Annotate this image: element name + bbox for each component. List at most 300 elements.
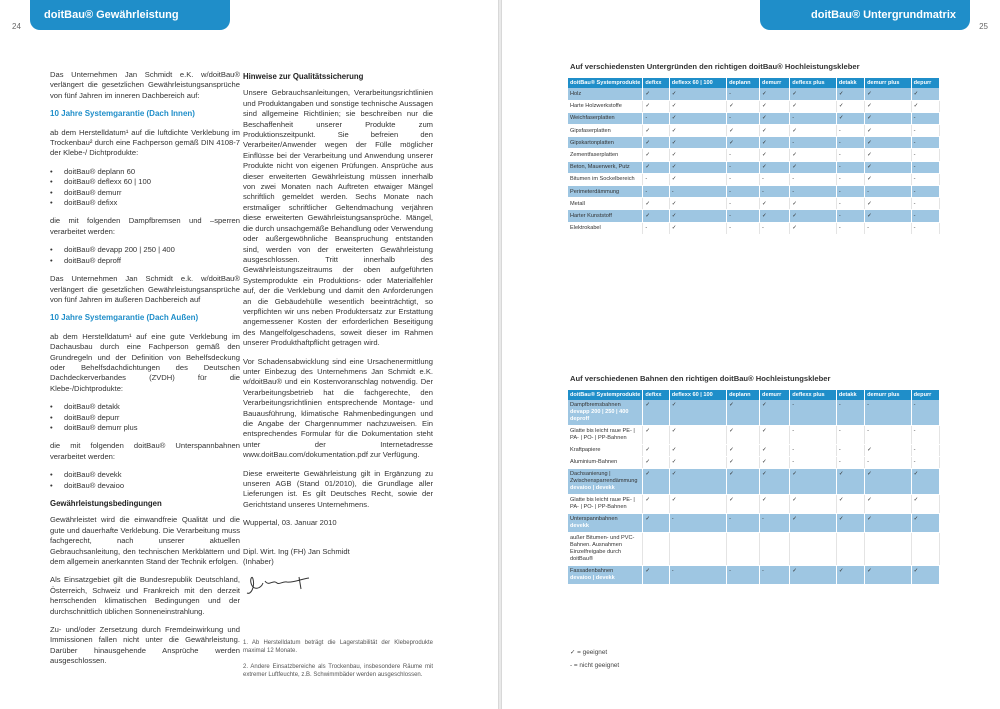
section-tab-gewaehrleistung: doitBau® Gewährleistung	[30, 0, 230, 30]
check-icon: ✓	[669, 222, 726, 234]
product-list-2	[50, 245, 240, 266]
column-header: depurr	[911, 390, 939, 400]
row-label-text: Elektrokabel	[570, 225, 601, 232]
column-header: depurr	[911, 78, 939, 88]
matrix-cell: -	[760, 186, 790, 198]
matrix-cell: -	[911, 137, 939, 149]
column-header: doitBau® Systemprodukte	[568, 78, 643, 88]
footnote-1: 1. Ab Herstelldatum beträgt die Lagerstabilität der Klebeprodukte maximal 12 Monate.	[243, 639, 433, 654]
check-icon: ✓	[643, 457, 669, 469]
matrix-cell: -	[911, 426, 939, 445]
table-row	[568, 112, 940, 124]
check-icon: ✓	[865, 469, 912, 495]
matrix-cell: -	[790, 426, 837, 445]
row-label-text: Beton, Mauerwerk, Putz	[570, 164, 630, 171]
row-label-text: Harte Holzwerkstoffe	[570, 103, 622, 110]
check-icon: ✓	[836, 566, 864, 585]
check-icon: ✓	[760, 495, 790, 514]
check-icon: ✓	[643, 88, 669, 100]
list-item: • doitBau® devapp 200 | 250 | 400	[50, 245, 240, 255]
check-icon: ✓	[760, 457, 790, 469]
table-row	[568, 514, 940, 533]
matrix-cell: -	[836, 198, 864, 210]
matrix-cell: -	[760, 173, 790, 185]
matrix-cell	[836, 533, 864, 566]
row-label-text: Holz	[570, 90, 582, 97]
table-row	[568, 210, 940, 222]
heading-qualitaetssicherung: Hinweise zur Qualitätssicherung	[243, 72, 364, 81]
matrix-cell: -	[911, 400, 939, 426]
matrix-cell	[760, 533, 790, 566]
row-label	[568, 400, 643, 426]
check-icon: ✓	[865, 161, 912, 173]
column-header: detakk	[836, 390, 864, 400]
table-2-title: Auf verschiedenen Bahnen den richtigen doitBau® Hochleistungskleber	[570, 374, 831, 383]
text-qualitaet-1: Unsere Gebrauchsanleitungen, Verarbeitungsrichtlinien und Produktangaben und sonstige technische Aussagen sind allgemeine Richtlinien; sie beschreiben nur die Beschaffenheit unserer Produkte zum Produktionszeitpunkt. Sie befreien den Verarbeiter/Anwender wegen der Fülle möglicher Einflüsse bei der Verarbeitung und Anwendung unserer Produkte nicht von eigenen Prüfungen. Ansprüche aus dieser erweiterten Gewährleistung müssen innerhalb von zwei Monaten nach Auftreten etwaiger Mängel schriftlich gemeldet werden. Sechs Monate nach erstmaliger schriftlicher Geltendmachung verjähren diese erweiterten Gewährleistungsansprüche. Mängel, die durch unsachgemäße Behandlung oder Verwendung oder außergewöhnliche Beanspruchung entstanden sind, werden von der erweiterten Gewährleistung ausgeschlossen. Tritt innerhalb des Gewährleistungszeitraums der oben aufgeführten Systemprodukte ein Produktions- oder Materialfehler auf, der die Verklebung und damit den Anforderungen an die Gebäudehülle wesentlich beeinträchtigt, so verpflichten wir uns neben Produktersatz zur Erstattung angemessener Kosten der erforderlichen Beseitigung des Mangelfolgeschadens, soweit dieser im Rahmen unserer Produkthaftpflicht getragen wird.	[243, 88, 433, 348]
matrix-cell: -	[911, 210, 939, 222]
matrix-cell: -	[790, 137, 837, 149]
table-row	[568, 469, 940, 495]
check-icon: ✓	[865, 198, 912, 210]
check-icon: ✓	[643, 137, 669, 149]
table-row	[568, 137, 940, 149]
row-label	[568, 173, 643, 185]
row-label	[568, 88, 643, 100]
check-icon: ✓	[760, 100, 790, 112]
check-icon: ✓	[760, 400, 790, 426]
matrix-cell: -	[727, 566, 760, 585]
legend-not-suitable: - = nicht geeignet	[570, 662, 620, 669]
check-icon: ✓	[727, 469, 760, 495]
section-tab-untergrundmatrix: doitBau® Untergrundmatrix	[760, 0, 970, 30]
row-label	[568, 566, 643, 585]
row-label-text: Metall	[570, 200, 585, 207]
text-bedingungen-3: Zu- und/oder Zersetzung durch Fremdeinwirkung und Immissionen fallen nicht unter die Gewährleistung. Darüber hinausgehende Ansprüche werden ausgeschlossen.	[50, 625, 240, 666]
intro-aussen: Das Unternehmen Jan Schmidt e.k. w/doitBau® verlängert die gesetzlichen Gewährleistungsansprüche von fünf Jahren im äußeren Dachbereich auf	[50, 274, 240, 304]
row-label	[568, 100, 643, 112]
check-icon: ✓	[727, 100, 760, 112]
check-icon: ✓	[669, 100, 726, 112]
left-column-2	[243, 70, 433, 687]
check-icon: ✓	[790, 161, 837, 173]
date-line: Wuppertal, 03. Januar 2010	[243, 518, 337, 528]
row-label	[568, 222, 643, 234]
matrix-cell: -	[911, 457, 939, 469]
row-label	[568, 112, 643, 124]
matrix-cell: -	[911, 173, 939, 185]
check-icon: ✓	[865, 495, 912, 514]
row-label	[568, 186, 643, 198]
matrix-cell	[865, 533, 912, 566]
check-icon: ✓	[760, 469, 790, 495]
row-label-text: Perimeterdämmung	[570, 188, 620, 195]
table-row	[568, 161, 940, 173]
matrix-cell: -	[727, 222, 760, 234]
check-icon: ✓	[836, 112, 864, 124]
list-item: • doitBau® depurr	[50, 413, 240, 423]
right-page	[502, 0, 1000, 709]
list-item: • doitBau® defixx	[50, 198, 240, 208]
check-icon: ✓	[669, 125, 726, 137]
check-icon: ✓	[669, 149, 726, 161]
list-item: • doitBau® devekk	[50, 470, 240, 480]
signatory-role: (Inhaber)	[243, 557, 274, 567]
check-icon: ✓	[643, 495, 669, 514]
matrix-cell: -	[865, 457, 912, 469]
row-label	[568, 198, 643, 210]
matrix-cell: -	[911, 125, 939, 137]
matrix-cell: -	[865, 426, 912, 445]
row-label-text: Weichfaserplatten	[570, 115, 615, 122]
check-icon: ✓	[790, 469, 837, 495]
row-label-text: Fassadenbahnen	[570, 568, 614, 574]
row-sublabel: devekk	[570, 523, 589, 529]
signatory-name: Dipl. Wirt. Ing (FH) Jan Schmidt	[243, 546, 350, 556]
check-icon: ✓	[865, 100, 912, 112]
check-icon: ✓	[836, 469, 864, 495]
check-icon: ✓	[865, 445, 912, 457]
matrix-cell: -	[911, 222, 939, 234]
row-label	[568, 137, 643, 149]
column-header: deflexx 60 | 100	[669, 78, 726, 88]
row-label-text: außer Bitumen- und PVC-Bahnen. Ausnahmen Einzelfreigabe durch doitBau®	[570, 535, 635, 562]
column-header: deflexx 60 | 100	[669, 390, 726, 400]
matrix-cell: -	[760, 566, 790, 585]
matrix-cell: -	[669, 514, 726, 533]
heading-garantie-aussen: 10 Jahre Systemgarantie (Dach Außen)	[50, 313, 199, 323]
table-1-title: Auf verschiedensten Untergründen den richtigen doitBau® Hochleistungskleber	[570, 62, 860, 71]
matrix-cell: -	[836, 426, 864, 445]
check-icon: ✓	[865, 514, 912, 533]
text-bedingungen-1: Gewährleistet wird die einwandfreie Qualität und die gute und dauerhafte Verklebung. Die Verarbeitung muss fachgerecht, nach unserer aktuellen Gebrauchsanleitung, den technischen Merkblättern und dem allgemein anerkannten Stand der Technik erfolgen.	[50, 515, 240, 567]
row-sublabel: devapp 200 | 250 | 400 deproff	[570, 409, 629, 422]
matrix-cell: -	[643, 186, 669, 198]
text-innen: ab dem Herstelldatum¹ auf die luftdichte Verklebung im Trockenbau² durch eine Fachperson gemäß DIN 4108-7 der Klebe-/ Dichtprodukte:	[50, 127, 240, 158]
text-aussen: ab dem Herstelldatum¹ auf eine gute Verklebung im Dachausbau durch eine Fachperson gemäß den Grundregeln und der Definition von Behelfsdeckung oder Behelfsdachdichtungen des Deutschen Dachdeckerverbandes (ZVDH) für die Klebe-/Dichtprodukte:	[50, 331, 240, 393]
matrix-cell: -	[911, 112, 939, 124]
text-unterspannbahnen: die mit folgenden doitBau® Unterspannbahnen verarbeitet werden:	[50, 441, 240, 461]
table-row	[568, 533, 940, 566]
footnote-2: 2. Andere Einsatzbereiche als Trockenbau, insbesondere Räume mit extremer Luftfeuchte, z.B. Schwimmbäder werden ausgeschlossen.	[243, 663, 433, 678]
row-label-text: Gipsfaserplatten	[570, 127, 611, 134]
matrix-cell: -	[865, 222, 912, 234]
list-item: • doitBau® deflexx 60 | 100	[50, 177, 240, 187]
row-label-text: Glatte bis leicht raue PE- | PA- | PO- | PP-Bahnen	[570, 428, 635, 441]
check-icon: ✓	[669, 495, 726, 514]
check-icon: ✓	[669, 112, 726, 124]
check-icon: ✓	[669, 161, 726, 173]
text-qualitaet-3: Diese erweiterte Gewährleistung gilt in Ergänzung zu unseren AGB (Stand 01/2010), die Grundlage aller Lieferungen ist. Es gilt Deutsches Recht, sowie der Gerichtstand unseres Unternehmens.	[243, 468, 433, 509]
row-label	[568, 457, 643, 469]
row-label	[568, 495, 643, 514]
row-label-text: Harter Kunststoff	[570, 212, 612, 219]
row-label	[568, 426, 643, 445]
matrix-cell: -	[911, 186, 939, 198]
check-icon: ✓	[727, 445, 760, 457]
check-icon: ✓	[760, 125, 790, 137]
heading-bedingungen: Gewährleistungsbedingungen	[50, 499, 162, 508]
check-icon: ✓	[760, 88, 790, 100]
check-icon: ✓	[643, 400, 669, 426]
row-label	[568, 149, 643, 161]
check-icon: ✓	[669, 210, 726, 222]
check-icon: ✓	[727, 457, 760, 469]
row-label	[568, 161, 643, 173]
check-icon: ✓	[643, 514, 669, 533]
matrix-cell	[669, 533, 726, 566]
matrix-cell: -	[836, 173, 864, 185]
matrix-cell: -	[790, 400, 837, 426]
check-icon: ✓	[727, 400, 760, 426]
column-header: demurr plus	[865, 390, 912, 400]
check-icon: ✓	[643, 100, 669, 112]
list-item: • doitBau® detakk	[50, 402, 240, 412]
check-icon: ✓	[911, 88, 939, 100]
check-icon: ✓	[865, 125, 912, 137]
product-list-1	[50, 167, 240, 209]
check-icon: ✓	[911, 469, 939, 495]
table-row	[568, 186, 940, 198]
list-item: • doitBau® devaioo	[50, 481, 240, 491]
table-row	[568, 198, 940, 210]
table-row	[568, 100, 940, 112]
check-icon: ✓	[643, 149, 669, 161]
row-label-text: Zementfaserplatten	[570, 152, 619, 159]
table-row	[568, 400, 940, 426]
matrix-cell: -	[836, 161, 864, 173]
check-icon: ✓	[865, 210, 912, 222]
table-row	[568, 457, 940, 469]
list-item: • doitBau® demurr	[50, 188, 240, 198]
column-header: demurr	[760, 78, 790, 88]
check-icon: ✓	[669, 137, 726, 149]
check-icon: ✓	[836, 100, 864, 112]
matrix-cell: -	[836, 137, 864, 149]
check-icon: ✓	[643, 125, 669, 137]
table-row	[568, 445, 940, 457]
table-row	[568, 426, 940, 445]
check-icon: ✓	[669, 445, 726, 457]
row-label	[568, 469, 643, 495]
matrix-cell: -	[727, 210, 760, 222]
check-icon: ✓	[790, 566, 837, 585]
row-label	[568, 445, 643, 457]
text-dampfbremsen: die mit folgenden Dampfbremsen und –sperren verarbeitet werden:	[50, 216, 240, 236]
list-item: • doitBau® deplann 60	[50, 167, 240, 177]
untergrund-matrix-table	[568, 78, 940, 235]
check-icon: ✓	[865, 112, 912, 124]
row-sublabel: devaioo | devekk	[570, 575, 615, 581]
matrix-cell: -	[727, 514, 760, 533]
matrix-cell: -	[836, 222, 864, 234]
matrix-cell: -	[643, 173, 669, 185]
matrix-cell: -	[836, 445, 864, 457]
row-sublabel: devaioo | devekk	[570, 485, 615, 491]
check-icon: ✓	[790, 149, 837, 161]
text-qualitaet-2: Vor Schadensabwicklung sind eine Ursachenermittlung unter Einbezug des Unternehmens Jan Schmidt e.K. w/doitBau® und ein Kostenvoranschlag notwendig. Der Verarbeitungsbetrieb hat die fachgerechte, den Verarbeitungsrichtlinien entsprechende Montage- und Bauausführung, klimatische Rahmenbedingungen und die Angabe der Chargennummer nachzuweisen. Ein entsprechendes Formular für die Dokumentation steht unter der Internetadresse www.doitBau.com/dokumentation.pdf zur Verfügung.	[243, 356, 433, 460]
matrix-cell: -	[669, 186, 726, 198]
check-icon: ✓	[836, 88, 864, 100]
matrix-cell: -	[643, 112, 669, 124]
check-icon: ✓	[643, 469, 669, 495]
left-page	[0, 0, 498, 709]
check-icon: ✓	[790, 125, 837, 137]
check-icon: ✓	[669, 400, 726, 426]
matrix-cell: -	[836, 186, 864, 198]
check-icon: ✓	[865, 88, 912, 100]
list-item: • doitBau® deproff	[50, 256, 240, 266]
matrix-cell: -	[790, 112, 837, 124]
matrix-cell: -	[727, 161, 760, 173]
matrix-cell: -	[790, 457, 837, 469]
matrix-cell: -	[727, 149, 760, 161]
table-row	[568, 222, 940, 234]
check-icon: ✓	[760, 149, 790, 161]
column-header: detakk	[836, 78, 864, 88]
column-header: deplann	[727, 390, 760, 400]
matrix-cell: -	[836, 210, 864, 222]
table-row	[568, 173, 940, 185]
check-icon: ✓	[790, 88, 837, 100]
matrix-cell: -	[836, 125, 864, 137]
check-icon: ✓	[790, 495, 837, 514]
check-icon: ✓	[760, 112, 790, 124]
check-icon: ✓	[669, 173, 726, 185]
column-header: defixx	[643, 390, 669, 400]
matrix-cell: -	[727, 186, 760, 198]
check-icon: ✓	[865, 149, 912, 161]
matrix-cell: -	[911, 445, 939, 457]
check-icon: ✓	[865, 173, 912, 185]
check-icon: ✓	[760, 426, 790, 445]
check-icon: ✓	[643, 426, 669, 445]
table-row	[568, 125, 940, 137]
table-row	[568, 566, 940, 585]
signature-image	[243, 573, 313, 597]
check-icon: ✓	[790, 100, 837, 112]
check-icon: ✓	[669, 88, 726, 100]
column-header: deplann	[727, 78, 760, 88]
check-icon: ✓	[643, 210, 669, 222]
table-row	[568, 149, 940, 161]
matrix-cell: -	[790, 173, 837, 185]
check-icon: ✓	[760, 137, 790, 149]
check-icon: ✓	[727, 125, 760, 137]
matrix-cell: -	[727, 88, 760, 100]
check-icon: ✓	[643, 445, 669, 457]
column-header: demurr plus	[865, 78, 912, 88]
heading-garantie-innen: 10 Jahre Systemgarantie (Dach Innen)	[50, 109, 195, 119]
matrix-cell: -	[836, 149, 864, 161]
matrix-cell	[911, 533, 939, 566]
matrix-cell: -	[911, 149, 939, 161]
check-icon: ✓	[760, 161, 790, 173]
matrix-cell: -	[911, 161, 939, 173]
matrix-cell: -	[865, 186, 912, 198]
product-list-4	[50, 470, 240, 491]
check-icon: ✓	[727, 426, 760, 445]
column-header: deflexx plus	[790, 390, 837, 400]
matrix-cell: -	[760, 222, 790, 234]
check-icon: ✓	[790, 198, 837, 210]
matrix-cell: -	[643, 222, 669, 234]
list-item: • doitBau® demurr plus	[50, 423, 240, 433]
row-label	[568, 533, 643, 566]
check-icon: ✓	[643, 198, 669, 210]
row-label-text: Aluminium-Bahnen	[570, 459, 618, 465]
column-header: deflexx plus	[790, 78, 837, 88]
column-header: doitBau® Systemprodukte	[568, 390, 643, 400]
matrix-cell	[643, 533, 669, 566]
row-label-text: Kraftpapiere	[570, 447, 601, 453]
check-icon: ✓	[669, 457, 726, 469]
matrix-cell	[790, 533, 837, 566]
row-label	[568, 514, 643, 533]
matrix-cell: -	[727, 198, 760, 210]
check-icon: ✓	[669, 426, 726, 445]
check-icon: ✓	[836, 514, 864, 533]
row-label-text: Bitumen im Sockelbereich	[570, 176, 635, 183]
matrix-cell: -	[836, 400, 864, 426]
check-icon: ✓	[760, 198, 790, 210]
check-icon: ✓	[760, 210, 790, 222]
product-list-3	[50, 402, 240, 433]
check-icon: ✓	[727, 137, 760, 149]
row-label-text: Unterspannbahnen	[570, 516, 618, 522]
matrix-cell: -	[669, 566, 726, 585]
intro-innen: Das Unternehmen Jan Schmidt e.K. w/doitBau® verlängert die gesetzlichen Gewährleistungsansprüche von fünf Jahren im inneren Dachbereich auf:	[50, 70, 240, 100]
table-row	[568, 88, 940, 100]
matrix-cell: -	[911, 198, 939, 210]
bahnen-matrix-table	[568, 390, 940, 585]
check-icon: ✓	[727, 495, 760, 514]
matrix-cell	[727, 533, 760, 566]
check-icon: ✓	[865, 566, 912, 585]
matrix-cell: -	[836, 457, 864, 469]
matrix-cell: -	[865, 400, 912, 426]
row-label	[568, 210, 643, 222]
matrix-cell: -	[727, 112, 760, 124]
row-label-text: Dampfbremsbahnen	[570, 402, 621, 408]
check-icon: ✓	[911, 514, 939, 533]
page-number-left: 24	[12, 22, 21, 31]
row-label-text: Gipskartonplatten	[570, 139, 614, 146]
left-column-1	[50, 70, 240, 675]
matrix-cell: -	[727, 173, 760, 185]
row-label-text: Glatte bis leicht raue PE- | PA- | PO- | PP-Bahnen	[570, 497, 635, 510]
row-label	[568, 125, 643, 137]
matrix-cell: -	[790, 445, 837, 457]
check-icon: ✓	[669, 469, 726, 495]
check-icon: ✓	[760, 445, 790, 457]
check-icon: ✓	[643, 566, 669, 585]
check-icon: ✓	[911, 495, 939, 514]
check-icon: ✓	[643, 161, 669, 173]
check-icon: ✓	[669, 198, 726, 210]
check-icon: ✓	[836, 495, 864, 514]
column-header: demurr	[760, 390, 790, 400]
column-header: defixx	[643, 78, 669, 88]
table-row	[568, 495, 940, 514]
row-label-text: Dachsanierung | Zwischensparrendämmung	[570, 471, 638, 484]
matrix-cell: -	[790, 186, 837, 198]
check-icon: ✓	[790, 514, 837, 533]
page-number-right: 25	[979, 22, 988, 31]
text-bedingungen-2: Als Einsatzgebiet gilt die Bundesrepublik Deutschland, Österreich, Schweiz und Frankreich mit den derzeit herrschenden klimatischen Bedingungen und der durchschnittlich üblichen Sonneneinstrahlung.	[50, 575, 240, 616]
legend-suitable: ✓ = geeignet	[570, 649, 608, 656]
check-icon: ✓	[911, 100, 939, 112]
check-icon: ✓	[790, 210, 837, 222]
